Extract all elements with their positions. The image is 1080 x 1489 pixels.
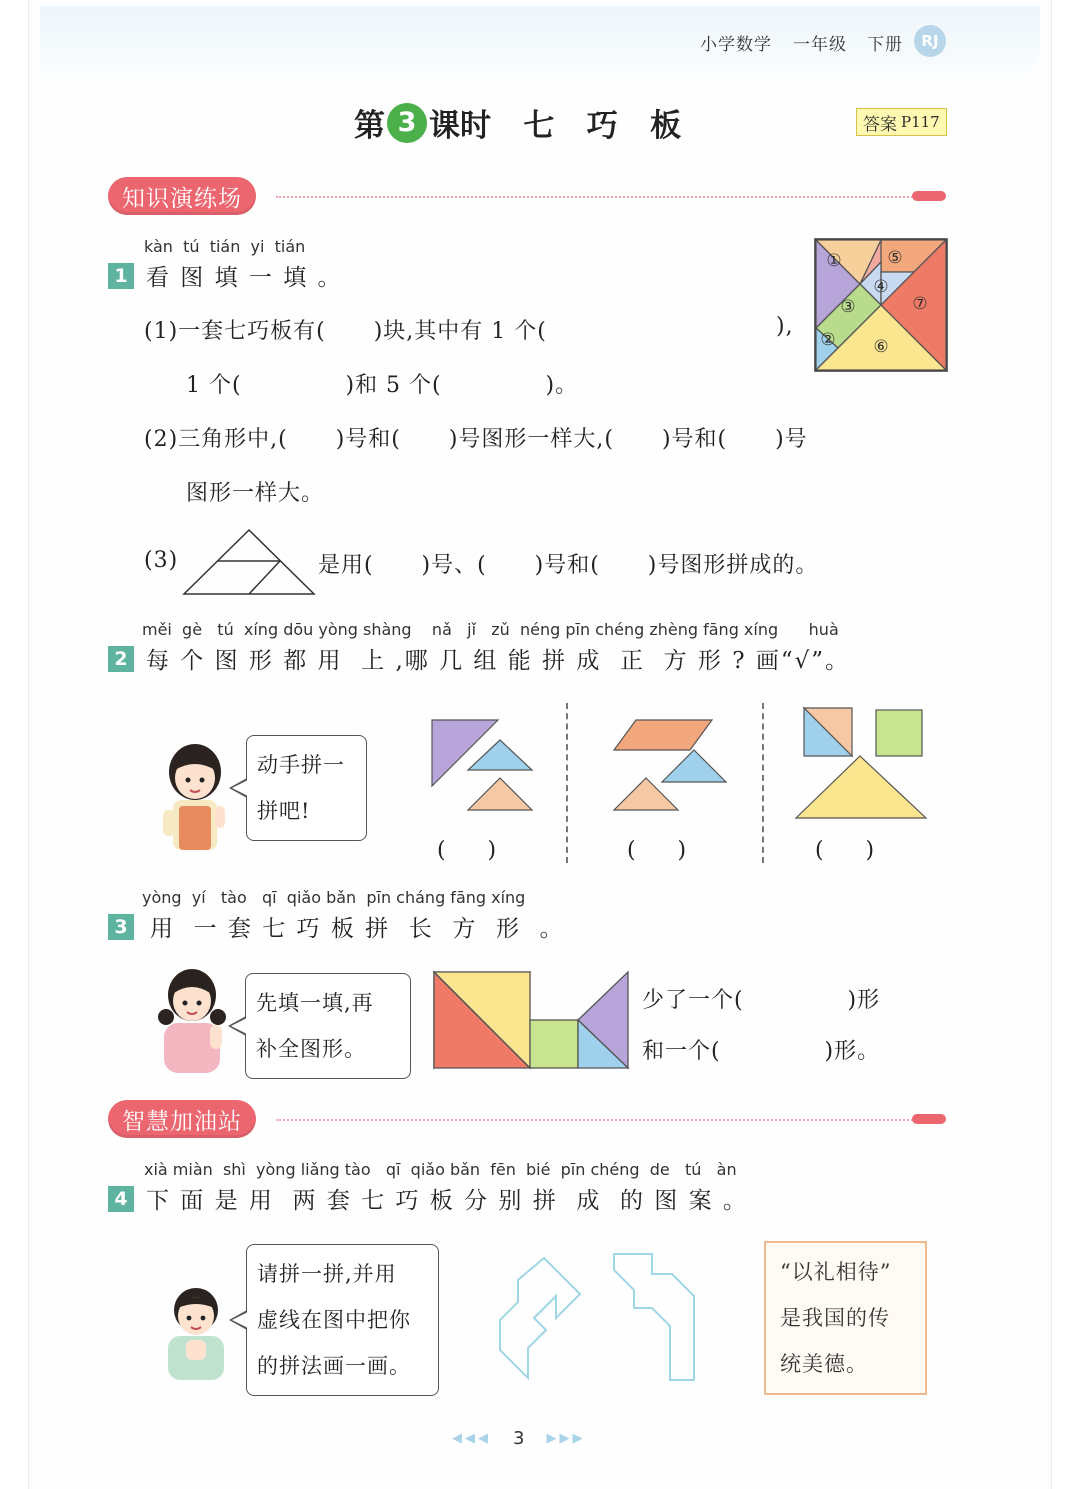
- q4-bubble-line3: 的拼法画一画。: [257, 1354, 411, 1378]
- q2-pinyin: měi gè tú xíng dōu yòng shàng nǎ jǐ zǔ néng pīn chéng zhèng fāng xíng huà: [142, 620, 839, 639]
- piece-label-4: ④: [873, 277, 889, 297]
- q3-fill-line2: 和一个( )形。: [642, 1039, 881, 1064]
- page-footer: [452, 1428, 585, 1449]
- section-divider-2: [276, 1119, 916, 1121]
- q2-instruction: 每 个 图 形 都 用 上 ,哪 几 组 能 拼 成 正 方 形 ? 画“√”。: [146, 648, 851, 674]
- q2-bubble-line1: 动手拼一: [257, 753, 345, 777]
- section-header-challenge: 智慧加油站: [108, 1100, 256, 1138]
- q2-answer-c[interactable]: ( ): [815, 838, 875, 863]
- q2-divider-2: [762, 703, 764, 863]
- lesson-number-badge: 3: [387, 103, 427, 143]
- q3-bubble-line1: 先填一填,再: [256, 991, 374, 1015]
- q4-bubble-line1: 请拼一拼,并用: [257, 1262, 397, 1286]
- small-triangle-figure: [182, 528, 316, 596]
- q1-pinyin: kàn tú tián yi tián: [144, 237, 306, 256]
- section-divider: [276, 196, 916, 198]
- q2-number: 2: [108, 646, 134, 672]
- q4-instruction: 下 面 是 用 两 套 七 巧 板 分 别 拼 成 的 图 案 。: [146, 1188, 748, 1214]
- answer-page: P117: [901, 113, 940, 131]
- title-prefix: 第: [354, 108, 385, 144]
- page-number: 3: [513, 1428, 525, 1449]
- q4-number: 4: [108, 1186, 134, 1212]
- q1-number: 1: [108, 263, 134, 289]
- piece-label-5: ⑤: [887, 248, 903, 268]
- proverb-line2: 是我国的传: [780, 1306, 890, 1330]
- next-page-arrows-icon: ▶▶▶: [546, 1431, 586, 1446]
- q2-option-b-shapes: [610, 714, 730, 814]
- q1-line4: 图形一样大。: [186, 481, 325, 506]
- title-suffix: 课时 七 巧 板: [429, 108, 682, 144]
- section-divider-end-2: [912, 1114, 946, 1124]
- q4-outline-patterns: [494, 1250, 704, 1384]
- q1-line2: 1 个( )和 5 个( )。: [186, 373, 579, 398]
- header-subject: 小学数学: [700, 35, 772, 55]
- proverb-line1: “以礼相待”: [780, 1260, 892, 1284]
- piece-label-1: ①: [826, 251, 842, 271]
- q1-line5-prefix: (3): [144, 548, 179, 573]
- q4-bubble-line2: 虚线在图中把你: [257, 1308, 411, 1332]
- proverb-line3: 统美德。: [780, 1352, 868, 1376]
- q4-pinyin: xià miàn shì yòng liǎng tào qī qiǎo bǎn fēn bié pīn chéng de tú àn: [144, 1160, 737, 1179]
- header-grade: 一年级: [793, 35, 847, 55]
- q2-answer-b[interactable]: ( ): [627, 838, 687, 863]
- q3-speech-bubble: [245, 973, 411, 1079]
- q3-incomplete-rectangle: [432, 970, 630, 1070]
- q3-bubble-line2: 补全图形。: [256, 1037, 366, 1061]
- piece-label-6: ⑥: [873, 337, 889, 357]
- q4-speech-bubble: [246, 1244, 439, 1396]
- pattern-1-outline: [500, 1258, 580, 1378]
- girl-pigtails-illustration: [152, 965, 232, 1077]
- q2-option-a-shapes: [428, 718, 538, 816]
- piece-label-2: ②: [820, 330, 836, 350]
- q1-line1-end: ),: [776, 314, 794, 339]
- q2-option-c-shapes: [794, 704, 930, 820]
- boy-character-illustration: [160, 1282, 232, 1382]
- header-volume: 下册: [867, 35, 903, 55]
- proverb-box: [764, 1241, 927, 1395]
- q2-divider-1: [566, 703, 568, 863]
- piece-label-3: ③: [840, 297, 856, 317]
- pattern-2-outline: [614, 1254, 694, 1380]
- q2-answer-a[interactable]: ( ): [437, 838, 497, 863]
- prev-page-arrows-icon: ◀◀◀: [452, 1431, 491, 1446]
- page-title: [354, 100, 681, 145]
- q3-fill-line1: 少了一个( )形: [642, 988, 881, 1013]
- q1-instruction: 看 图 填 一 填 。: [146, 265, 343, 291]
- girl-character-illustration: [155, 740, 239, 856]
- q3-number: 3: [108, 914, 134, 940]
- piece-label-7: ⑦: [912, 294, 928, 314]
- answer-label: 答案: [863, 114, 897, 135]
- answer-page-tag: [856, 108, 947, 136]
- section-header-practice: 知识演练场: [108, 177, 256, 215]
- q1-line1: (1)一套七巧板有( )块,其中有 1 个(: [144, 319, 547, 344]
- q1-line3: (2)三角形中,( )号和( )号图形一样大,( )号和( )号: [144, 427, 808, 452]
- tangram-square-figure: [814, 238, 948, 372]
- section-divider-end: [912, 191, 946, 201]
- q3-pinyin: yòng yí tào qī qiǎo bǎn pīn cháng fāng xíng: [142, 888, 526, 907]
- edition-badge: RJ: [914, 25, 946, 57]
- q2-speech-bubble: [246, 735, 367, 841]
- q3-instruction: 用 一 套 七 巧 板 拼 长 方 形 。: [150, 916, 565, 942]
- q2-bubble-line2: 拼吧!: [257, 799, 311, 823]
- q1-line5: 是用( )号、( )号和( )号图形拼成的。: [318, 553, 819, 578]
